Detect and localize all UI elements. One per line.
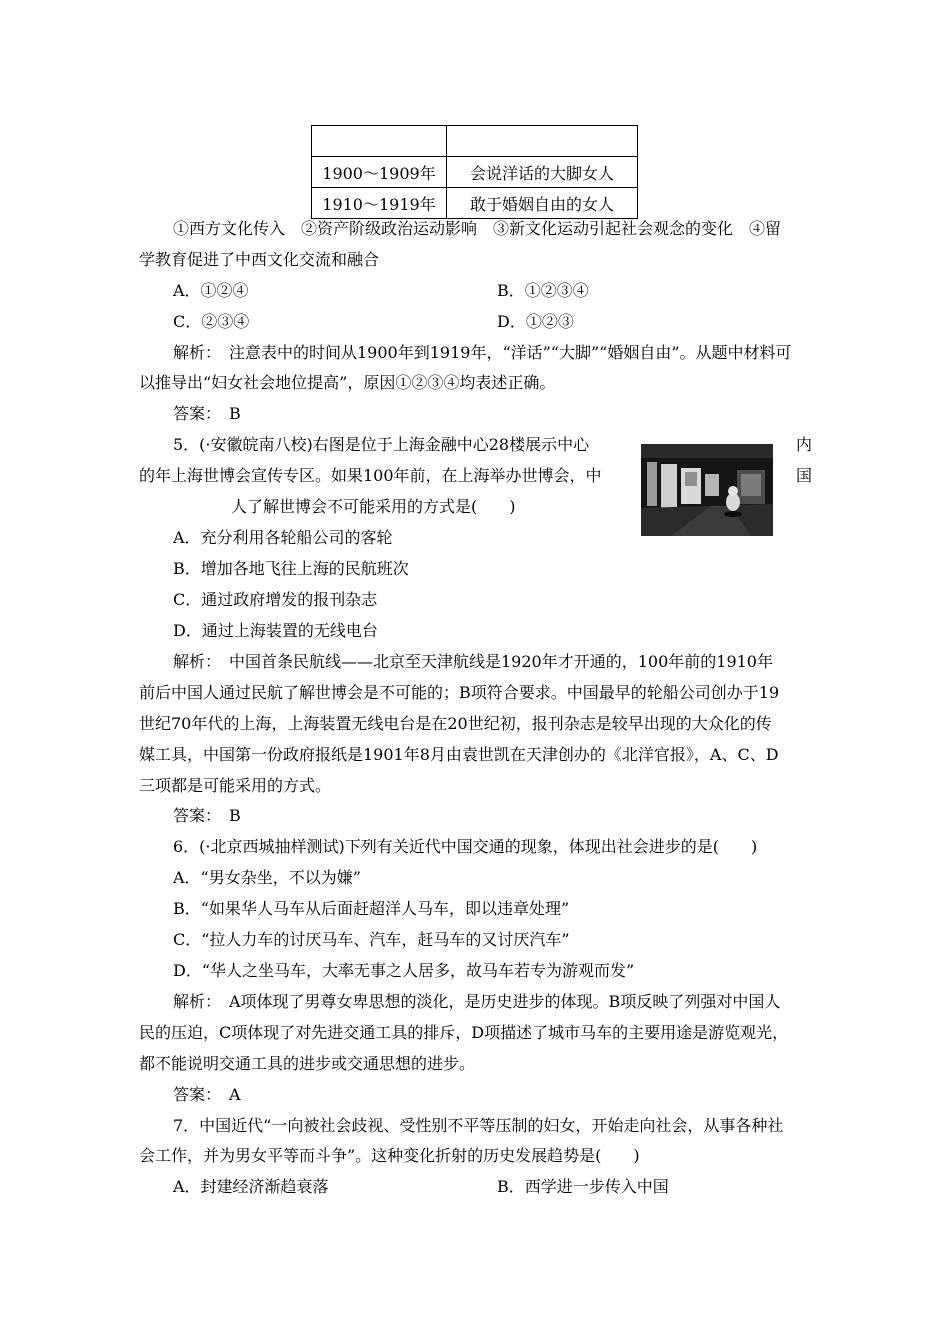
table-cell-image: 敢于婚姻自由的女人 (447, 188, 638, 219)
q5-answer: 答案： B (173, 806, 241, 825)
q6-option-c: C．“拉人力车的讨厌马车、汽车，赶马车的又讨厌汽车” (173, 930, 570, 949)
q6-analysis-line2: 民的压迫，C项体现了对先进交通工具的排斥，D项描述了城市马车的主要用途是游览观光， (139, 1023, 789, 1042)
q7-stem-line2: 会工作，并为男女平等而斗争”。这种变化折射的历史发展趋势是( ) (139, 1146, 640, 1165)
q6-answer: 答案： A (173, 1085, 241, 1104)
q5-analysis-line4: 媒工具，中国第一份政府报纸是1901年8月由袁世凯在天津创办的《北洋官报》，A、C、D (139, 745, 779, 764)
q5-option-c: C．通过政府增发的报刊杂志 (173, 590, 378, 609)
q5-stem-line1: 5．(·安徽皖南八校)右图是位于上海金融中心28楼展示中心 (173, 435, 590, 454)
table-cell-period: 1910～1919年 (312, 188, 447, 219)
q7-stem-line1: 7．中国近代“一向被社会歧视、受性别不平等压制的妇女，开始走向社会，从事各种社 (173, 1116, 784, 1135)
q4-answer: 答案： B (173, 404, 241, 423)
q5-stem-line2-end: 国 (796, 466, 813, 485)
q7-option-b: B．西学进一步传入中国 (497, 1177, 669, 1196)
era-table (311, 125, 638, 219)
table-row (312, 188, 638, 219)
table-cell-period: 1900～1909年 (312, 157, 447, 188)
q5-analysis-line2: 前后中国人通过民航了解世博会是不可能的；B项符合要求。中国最早的轮船公司创办于19 (139, 683, 780, 702)
q5-stem-line3: 人了解世博会不可能采用的方式是( ) (231, 497, 516, 516)
q6-analysis-line3: 都不能说明交通工具的进步或交通思想的进步。 (139, 1054, 476, 1073)
q5-option-d: D．通过上海装置的无线电台 (173, 621, 378, 640)
q4-analysis-line1: 解析： 注意表中的时间从1900年到1919年，“洋话”“大脚”“婚姻自由”。从题中材料可 (173, 343, 792, 362)
q5-stem-line2: 的年上海世博会宣传专区。如果100年前，在上海举办世博会，中 (139, 466, 602, 485)
q4-option-b: B．①②③④ (497, 281, 589, 300)
q5-analysis-line3: 世纪70年代的上海，上海装置无线电台是在20世纪初，报刊杂志是较早出现的大众化的传 (139, 714, 772, 733)
q6-stem: 6．(·北京西城抽样测试)下列有关近代中国交通的现象，体现出社会进步的是( ) (173, 837, 758, 856)
table-cell-image (447, 126, 638, 157)
q5-option-b: B．增加各地飞往上海的民航班次 (173, 559, 409, 578)
q4-statements-line2: 学教育促进了中西文化交流和融合 (139, 250, 380, 269)
q5-analysis-line5: 三项都是可能采用的方式。 (139, 776, 332, 795)
q6-option-d: D．“华人之坐马车，大率无事之人居多，故马车若专为游观而发” (173, 961, 635, 980)
q4-statements-line1: ①西方文化传入 ②资产阶级政治运动影响 ③新文化运动引起社会观念的变化 ④留 (173, 219, 782, 238)
q4-option-d: D．①②③ (497, 312, 574, 331)
table-cell-period (312, 126, 447, 157)
q5-stem-line1-end: 内 (796, 435, 813, 454)
table-row (312, 157, 638, 188)
q5-option-a: A．充分利用各轮船公司的客轮 (173, 528, 393, 547)
q7-option-a: A．封建经济渐趋衰落 (173, 1177, 329, 1196)
q4-option-c: C．②③④ (173, 312, 250, 331)
q6-option-a: A．“男女杂坐，不以为嫌” (173, 868, 361, 887)
table-row (312, 126, 638, 157)
exhibition-hall-image (641, 444, 773, 536)
q4-analysis-line2: 以推导出“妇女社会地位提高”，原因①②③④均表述正确。 (139, 373, 556, 392)
q6-option-b: B．“如果华人马车从后面赶超洋人马车，即以违章处理” (173, 899, 570, 918)
expo-exhibition-photo (641, 444, 773, 536)
q4-option-a: A．①②④ (173, 281, 249, 300)
q6-analysis-line1: 解析： A项体现了男尊女卑思想的淡化，是历史进步的体现。B项反映了列强对中国人 (173, 992, 781, 1011)
table-cell-image: 会说洋话的大脚女人 (447, 157, 638, 188)
q5-analysis-line1: 解析： 中国首条民航线——北京至天津航线是1920年才开通的，100年前的1910年 (173, 652, 773, 671)
